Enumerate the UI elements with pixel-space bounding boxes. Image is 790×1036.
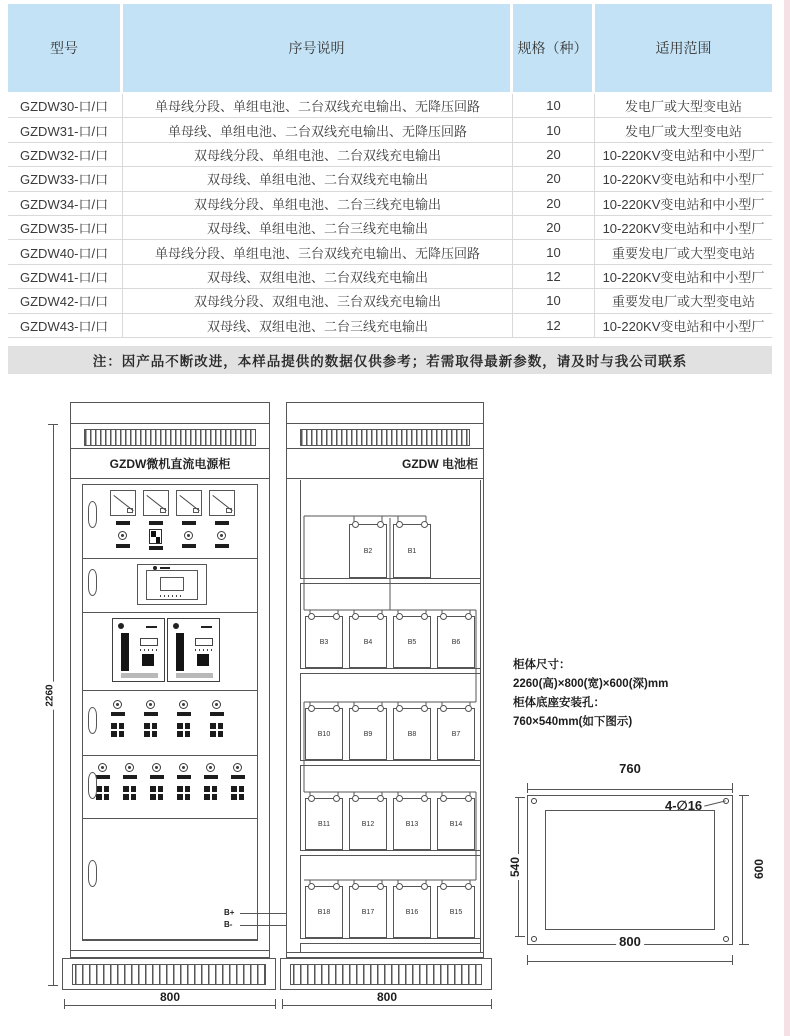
mounting-bottom-dim-label: 800 <box>616 934 644 949</box>
door-handle <box>88 707 97 734</box>
meter-corner <box>160 508 166 513</box>
battery <box>393 524 431 578</box>
cell-model: GZDW41-口/口 <box>8 265 123 288</box>
indicator-label-plate <box>116 544 130 548</box>
battery-terminal <box>352 795 359 802</box>
battery-terminal <box>308 705 315 712</box>
cell-model: GZDW32-口/口 <box>8 143 123 166</box>
charger-ticks <box>195 649 213 651</box>
cell-range: 10-220KV变电站和中小型厂 <box>602 196 765 212</box>
battery-label: B1 <box>407 547 417 555</box>
section-divider-4 <box>82 755 258 756</box>
power-title-top-line <box>70 448 270 449</box>
section-divider-3 <box>82 690 258 691</box>
indicator-label-plate <box>150 775 164 779</box>
battery-cabinet-cap-line <box>286 423 484 424</box>
cell-description: 双母线分段、单组电池、二台双线充电输出 <box>123 143 513 166</box>
cell-description: 双母线、单组电池、二台双线充电输出 <box>123 167 513 190</box>
selector-block <box>149 529 162 544</box>
battery-terminal <box>352 705 359 712</box>
battery <box>393 886 431 938</box>
battery-width-dim-label: 800 <box>374 990 400 1004</box>
b-minus-label: B- <box>224 920 233 929</box>
battery-terminal <box>308 795 315 802</box>
mounting-left-dim-label: 540 <box>508 854 522 880</box>
monitor-led <box>153 566 157 570</box>
battery <box>349 886 387 938</box>
battery-label: B4 <box>363 638 373 646</box>
cell-description: 双母线分段、双组电池、三台双线充电输出 <box>123 289 513 312</box>
door-handle <box>88 501 97 528</box>
circuit-breaker <box>210 723 223 737</box>
mounting-hole <box>531 936 537 942</box>
height-dim-tick-top <box>48 424 58 425</box>
battery-terminal <box>440 795 447 802</box>
circuit-breaker <box>150 786 163 800</box>
indicator-label-plate <box>215 544 229 548</box>
meter-label-plate <box>116 521 130 525</box>
battery-terminal <box>333 795 340 802</box>
battery-label: B17 <box>361 908 375 916</box>
table-row <box>8 289 772 313</box>
door-handle <box>88 772 97 799</box>
battery-label: B15 <box>449 908 463 916</box>
indicator-lamp <box>233 763 242 772</box>
indicator-lamp <box>113 700 122 709</box>
cell-range: 发电厂或大型变电站 <box>624 123 742 139</box>
meter-corner <box>226 508 232 513</box>
battery <box>349 524 387 578</box>
power-title-bottom-line <box>70 478 270 479</box>
spec-holes-title: 柜体底座安装孔： <box>513 697 605 709</box>
header-spec: 规格（种） <box>513 4 595 92</box>
indicator-label-plate <box>204 775 218 779</box>
cell-range: 10-220KV变电站和中小型厂 <box>602 318 765 334</box>
battery-label: B2 <box>363 547 373 555</box>
indicator-label-plate <box>177 775 191 779</box>
battery-label: B11 <box>318 820 330 828</box>
cell-description: 双母线分段、单组电池、二台三线充电输出 <box>123 192 513 215</box>
monitor-screen <box>160 577 184 591</box>
battery-label: B5 <box>407 638 417 646</box>
mounting-right-dim <box>742 795 752 945</box>
charger-switch <box>146 626 157 628</box>
battery-terminal <box>465 705 472 712</box>
battery-width-dim <box>282 992 492 1006</box>
charger-footer <box>121 673 158 678</box>
analog-meter <box>110 490 136 516</box>
power-width-dim-label: 800 <box>157 990 183 1004</box>
battery-label: B18 <box>317 908 331 916</box>
cell-spec: 12 <box>513 265 595 288</box>
meter-label-plate <box>182 521 196 525</box>
cell-range: 10-220KV变电站和中小型厂 <box>602 172 765 188</box>
cell-model: GZDW30-口/口 <box>8 94 123 117</box>
table-row <box>8 192 772 216</box>
indicator-label-plate <box>111 712 125 716</box>
indicator-lamp <box>206 763 215 772</box>
battery-label: B13 <box>405 820 419 828</box>
battery-terminal <box>465 883 472 890</box>
battery-terminal <box>440 883 447 890</box>
meter-corner <box>193 508 199 513</box>
battery-terminal <box>421 613 428 620</box>
battery-terminal <box>396 613 403 620</box>
cell-spec: 10 <box>513 240 595 263</box>
battery-label: B3 <box>319 638 329 646</box>
note-bar: 注：因产品不断改进，本样品提供的数据仅供参考；若需取得最新参数，请及时与我公司联系 <box>8 346 772 374</box>
mounting-top-dim-label: 760 <box>616 761 644 776</box>
battery <box>349 708 387 760</box>
meter-corner <box>127 508 133 513</box>
charger-led <box>173 623 179 629</box>
cell-description: 单母线分段、单组电池、二台双线充电输出、无降压回路 <box>123 94 513 117</box>
charger-heatsink <box>121 633 129 671</box>
monitor-keys <box>160 595 184 597</box>
battery-terminal <box>352 613 359 620</box>
battery-terminal <box>352 883 359 890</box>
indicator-label-plate <box>96 775 110 779</box>
cell-spec: 20 <box>513 143 595 166</box>
charger-block <box>142 654 154 666</box>
charger-block <box>197 654 209 666</box>
charger-led <box>118 623 124 629</box>
charger-module <box>167 618 220 682</box>
b-minus-wire <box>240 925 286 926</box>
battery-terminal <box>396 705 403 712</box>
section-divider-5 <box>82 818 258 819</box>
cell-range: 10-220KV变电站和中小型厂 <box>602 221 765 237</box>
indicator-lamp <box>184 531 193 540</box>
charger-module <box>112 618 165 682</box>
cell-spec: 10 <box>513 118 595 141</box>
battery-cabinet-title: GZDW 电池柜 <box>402 457 478 471</box>
power-inner-panel <box>82 484 258 940</box>
indicator-lamp <box>179 763 188 772</box>
table-row <box>8 216 772 240</box>
cabinet-specs <box>513 656 668 732</box>
battery <box>393 708 431 760</box>
battery-title-top-line <box>286 448 484 449</box>
meter-label-plate <box>149 521 163 525</box>
cell-model: GZDW31-口/口 <box>8 118 123 141</box>
battery <box>437 616 475 668</box>
battery-terminal <box>308 883 315 890</box>
battery-terminal <box>396 521 403 528</box>
indicator-label-plate <box>231 775 245 779</box>
spec-table <box>8 4 772 338</box>
battery-terminal <box>421 795 428 802</box>
base-vent-slats <box>290 964 482 985</box>
cell-spec: 12 <box>513 314 595 337</box>
section-divider-2 <box>82 612 258 613</box>
battery <box>349 798 387 850</box>
circuit-breaker <box>177 723 190 737</box>
indicator-label-plate <box>210 712 224 716</box>
analog-meter <box>143 490 169 516</box>
battery-terminal <box>396 883 403 890</box>
battery-terminal <box>333 883 340 890</box>
battery-terminal <box>377 705 384 712</box>
battery-label: B14 <box>449 820 463 828</box>
power-cabinet-cap-line <box>70 423 270 424</box>
table-row <box>8 143 772 167</box>
indicator-lamp <box>146 700 155 709</box>
indicator-label-plate <box>123 775 137 779</box>
height-dim-label: 2260 <box>45 681 56 709</box>
base-vent-slats <box>72 964 266 985</box>
indicator-label-plate <box>177 712 191 716</box>
battery-terminal <box>440 613 447 620</box>
cell-description: 双母线、双组电池、二台双线充电输出 <box>123 265 513 288</box>
battery-terminal <box>421 883 428 890</box>
circuit-breaker <box>177 786 190 800</box>
indicator-label-plate <box>144 712 158 716</box>
spec-size-value: 2260(高)×800(宽)×600(深)mm <box>513 678 669 690</box>
battery-label: B7 <box>451 730 461 738</box>
cell-range: 重要发电厂或大型变电站 <box>611 294 755 310</box>
cell-range: 重要发电厂或大型变电站 <box>611 245 755 261</box>
cell-range: 10-220KV变电站和中小型厂 <box>602 147 765 163</box>
battery-title-bottom-line <box>286 478 484 479</box>
section-divider-1 <box>82 558 258 559</box>
cell-description: 双母线、双组电池、二台三线充电输出 <box>123 314 513 337</box>
circuit-breaker <box>111 723 124 737</box>
cell-description: 双母线、单组电池、二台三线充电输出 <box>123 216 513 239</box>
battery <box>437 708 475 760</box>
mounting-bottom-dim <box>527 934 733 962</box>
battery-cabinet-vent-grille <box>300 429 470 446</box>
power-width-dim <box>64 992 276 1006</box>
table-row <box>8 167 772 191</box>
battery <box>305 886 343 938</box>
battery <box>393 798 431 850</box>
spec-holes-value: 760×540mm(如下图示) <box>513 716 633 728</box>
battery-terminal <box>396 795 403 802</box>
cell-model: GZDW34-口/口 <box>8 192 123 215</box>
cell-range: 发电厂或大型变电站 <box>624 99 742 115</box>
indicator-lamp <box>212 700 221 709</box>
cell-spec: 10 <box>513 289 595 312</box>
cabinet-bottom-line <box>70 950 270 951</box>
charger-display <box>140 638 158 646</box>
mounting-right-dim-label: 600 <box>752 856 766 882</box>
circuit-breaker <box>231 786 244 800</box>
b-plus-wire <box>240 913 292 914</box>
indicator-lamp <box>179 700 188 709</box>
battery-terminal <box>377 521 384 528</box>
battery-label: B6 <box>451 638 461 646</box>
battery-label: B10 <box>317 730 331 738</box>
circuit-breaker <box>144 723 157 737</box>
indicator-lamp <box>125 763 134 772</box>
battery <box>437 886 475 938</box>
cell-spec: 20 <box>513 216 595 239</box>
header-model: 型号 <box>8 4 123 92</box>
cell-model: GZDW35-口/口 <box>8 216 123 239</box>
charger-heatsink <box>176 633 184 671</box>
table-body <box>8 94 772 338</box>
battery-label: B12 <box>361 820 375 828</box>
cell-spec: 20 <box>513 167 595 190</box>
header-range: 适用范围 <box>655 40 712 56</box>
battery-terminal <box>465 795 472 802</box>
cell-description: 单母线分段、单组电池、三台双线充电输出、无降压回路 <box>123 240 513 263</box>
battery-terminal <box>333 705 340 712</box>
charger-display <box>195 638 213 646</box>
circuit-breaker <box>123 786 136 800</box>
battery-terminal <box>308 613 315 620</box>
indicator-label-plate <box>182 544 196 548</box>
battery <box>393 616 431 668</box>
battery-terminal <box>333 613 340 620</box>
table-row <box>8 240 772 264</box>
power-cabinet-vent-grille <box>84 429 256 446</box>
analog-meter <box>176 490 202 516</box>
mounting-hole <box>723 936 729 942</box>
power-cabinet-title: GZDW微机直流电源柜 <box>109 457 231 471</box>
indicator-label-plate <box>149 546 163 550</box>
battery <box>437 798 475 850</box>
cell-range: 10-220KV变电站和中小型厂 <box>602 269 765 285</box>
analog-meter <box>209 490 235 516</box>
cell-model: GZDW40-口/口 <box>8 240 123 263</box>
battery-label: B8 <box>407 730 417 738</box>
indicator-lamp <box>217 531 226 540</box>
indicator-lamp <box>152 763 161 772</box>
header-description: 序号说明 <box>123 4 513 92</box>
table-row <box>8 265 772 289</box>
battery-terminal <box>465 613 472 620</box>
charger-ticks <box>140 649 158 651</box>
cell-spec: 20 <box>513 192 595 215</box>
battery-terminal <box>352 521 359 528</box>
charger-footer <box>176 673 213 678</box>
mounting-top-dim <box>527 761 733 790</box>
mounting-inner-rect <box>545 810 715 930</box>
b-plus-label: B+ <box>224 908 235 917</box>
table-row <box>8 314 772 338</box>
table-row <box>8 118 772 142</box>
battery-terminal <box>377 795 384 802</box>
spec-size-title: 柜体尺寸： <box>513 659 571 671</box>
door-handle <box>88 569 97 596</box>
battery <box>305 708 343 760</box>
battery-label: B9 <box>363 730 373 738</box>
battery-terminal <box>377 613 384 620</box>
battery-label: B16 <box>405 908 419 916</box>
battery-terminal <box>421 521 428 528</box>
table-row <box>8 94 772 118</box>
table-header-row <box>8 4 772 92</box>
battery-terminal <box>377 883 384 890</box>
battery <box>305 798 343 850</box>
monitor-nameplate <box>160 567 170 569</box>
indicator-lamp <box>118 531 127 540</box>
page-edge-strip <box>784 0 790 1036</box>
indicator-lamp <box>98 763 107 772</box>
battery <box>305 616 343 668</box>
circuit-breaker <box>96 786 109 800</box>
cell-model: GZDW43-口/口 <box>8 314 123 337</box>
mounting-hole <box>531 798 537 804</box>
battery <box>349 616 387 668</box>
cell-model: GZDW33-口/口 <box>8 167 123 190</box>
battery-terminal <box>440 705 447 712</box>
height-dim-tick-bottom <box>48 985 58 986</box>
panel-bottom-line <box>82 940 258 941</box>
hole-size-label: 4-∅16 <box>665 798 703 813</box>
cell-model: GZDW42-口/口 <box>8 289 123 312</box>
circuit-breaker <box>204 786 217 800</box>
meter-label-plate <box>215 521 229 525</box>
charger-switch <box>201 626 212 628</box>
cell-description: 单母线、单组电池、二台双线充电输出、无降压回路 <box>123 118 513 141</box>
cell-spec: 10 <box>513 94 595 117</box>
battery-terminal <box>421 705 428 712</box>
door-handle <box>88 860 97 887</box>
